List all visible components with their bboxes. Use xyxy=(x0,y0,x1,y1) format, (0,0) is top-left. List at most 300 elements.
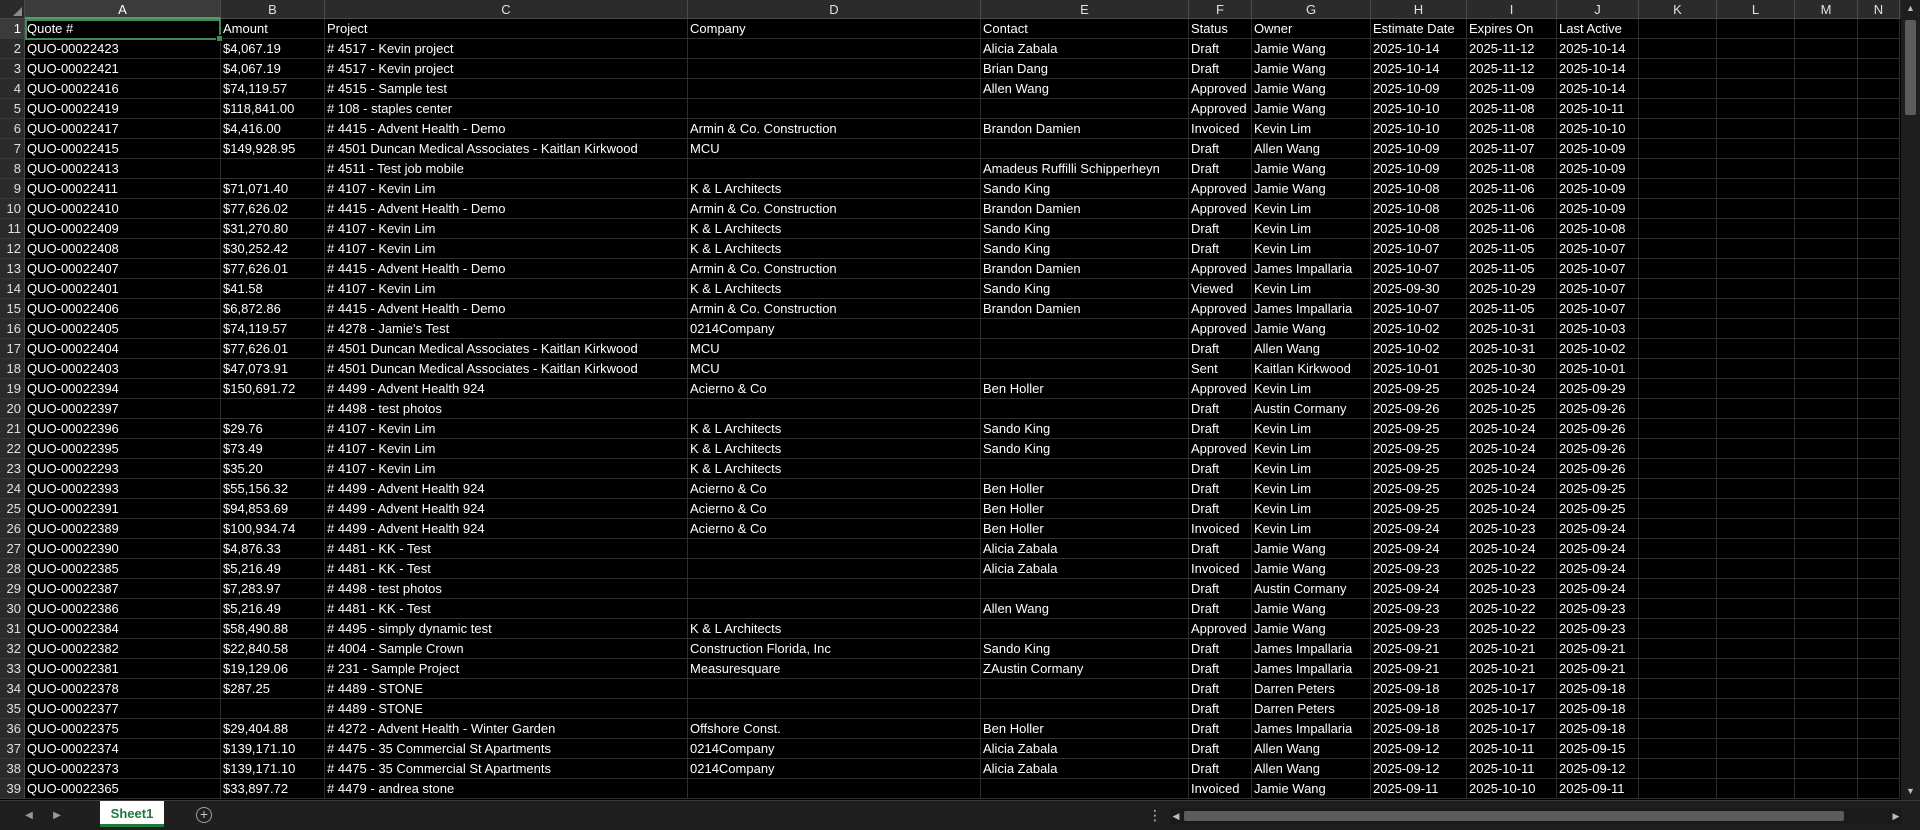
chevron-right-icon[interactable]: ▶ xyxy=(53,810,61,821)
table-cell[interactable]: Draft xyxy=(1189,59,1252,79)
column-header-d[interactable]: D xyxy=(688,0,981,19)
table-cell[interactable]: 2025-11-05 xyxy=(1467,259,1557,279)
table-cell[interactable]: # 4415 - Advent Health - Demo xyxy=(325,199,688,219)
table-cell[interactable] xyxy=(1858,459,1900,479)
table-cell[interactable] xyxy=(1717,659,1795,679)
table-cell[interactable]: 2025-10-14 xyxy=(1371,59,1467,79)
row-header[interactable]: 23 xyxy=(0,459,25,479)
table-cell[interactable]: QUO-00022415 xyxy=(25,139,221,159)
table-cell[interactable]: K & L Architects xyxy=(688,179,981,199)
row-header[interactable]: 35 xyxy=(0,699,25,719)
table-cell[interactable] xyxy=(1858,39,1900,59)
table-cell[interactable]: QUO-00022373 xyxy=(25,759,221,779)
table-cell[interactable] xyxy=(1795,779,1858,799)
table-cell[interactable] xyxy=(1795,119,1858,139)
table-cell[interactable]: K & L Architects xyxy=(688,459,981,479)
table-cell[interactable] xyxy=(1795,199,1858,219)
table-cell[interactable]: # 4415 - Advent Health - Demo xyxy=(325,259,688,279)
table-cell[interactable]: Alicia Zabala xyxy=(981,539,1189,559)
table-cell[interactable] xyxy=(1795,59,1858,79)
table-cell[interactable] xyxy=(1639,759,1717,779)
table-cell[interactable] xyxy=(981,699,1189,719)
table-cell[interactable] xyxy=(1858,519,1900,539)
column-header-f[interactable]: F xyxy=(1189,0,1252,19)
table-cell[interactable]: 2025-09-23 xyxy=(1557,619,1639,639)
table-cell[interactable] xyxy=(1795,579,1858,599)
table-cell[interactable]: 2025-10-24 xyxy=(1467,439,1557,459)
table-cell[interactable] xyxy=(1795,319,1858,339)
table-cell[interactable]: 2025-10-17 xyxy=(1467,719,1557,739)
table-cell[interactable] xyxy=(1717,359,1795,379)
row-header[interactable]: 37 xyxy=(0,739,25,759)
table-cell[interactable]: $74,119.57 xyxy=(221,319,325,339)
table-cell[interactable] xyxy=(688,79,981,99)
table-cell[interactable]: Construction Florida, Inc xyxy=(688,639,981,659)
table-cell[interactable]: 2025-10-31 xyxy=(1467,319,1557,339)
vertical-scrollbar[interactable] xyxy=(1901,0,1920,800)
scroll-up-icon[interactable]: ▲ xyxy=(1906,3,1915,13)
header-cell[interactable]: Quote # xyxy=(25,19,221,39)
table-cell[interactable] xyxy=(1639,599,1717,619)
table-cell[interactable] xyxy=(1858,399,1900,419)
table-cell[interactable]: Armin & Co. Construction xyxy=(688,299,981,319)
table-cell[interactable]: 2025-11-08 xyxy=(1467,99,1557,119)
table-cell[interactable]: Kevin Lim xyxy=(1252,419,1371,439)
table-cell[interactable]: Draft xyxy=(1189,699,1252,719)
table-cell[interactable]: # 4498 - test photos xyxy=(325,579,688,599)
table-cell[interactable]: James Impallaria xyxy=(1252,299,1371,319)
table-cell[interactable] xyxy=(1795,619,1858,639)
table-cell[interactable]: 2025-10-07 xyxy=(1371,259,1467,279)
table-cell[interactable] xyxy=(688,39,981,59)
table-cell[interactable]: Sando King xyxy=(981,219,1189,239)
table-cell[interactable]: QUO-00022407 xyxy=(25,259,221,279)
table-cell[interactable]: $94,853.69 xyxy=(221,499,325,519)
table-cell[interactable] xyxy=(1717,39,1795,59)
table-cell[interactable]: # 4107 - Kevin Lim xyxy=(325,179,688,199)
table-cell[interactable]: Acierno & Co xyxy=(688,499,981,519)
table-cell[interactable]: Ben Holler xyxy=(981,479,1189,499)
table-cell[interactable]: Ben Holler xyxy=(981,519,1189,539)
table-cell[interactable]: 2025-11-12 xyxy=(1467,59,1557,79)
row-header[interactable]: 2 xyxy=(0,39,25,59)
table-cell[interactable]: 2025-09-24 xyxy=(1371,579,1467,599)
table-cell[interactable]: # 4499 - Advent Health 924 xyxy=(325,379,688,399)
table-cell[interactable] xyxy=(1858,739,1900,759)
vertical-scroll-thumb[interactable] xyxy=(1905,20,1916,115)
table-cell[interactable]: $47,073.91 xyxy=(221,359,325,379)
table-cell[interactable]: 2025-09-30 xyxy=(1371,279,1467,299)
table-cell[interactable] xyxy=(1717,539,1795,559)
table-cell[interactable]: Draft xyxy=(1189,139,1252,159)
table-cell[interactable]: 2025-10-24 xyxy=(1467,379,1557,399)
table-cell[interactable]: 2025-11-07 xyxy=(1467,139,1557,159)
table-cell[interactable]: MCU xyxy=(688,139,981,159)
table-cell[interactable] xyxy=(1858,199,1900,219)
row-header[interactable]: 28 xyxy=(0,559,25,579)
column-header-a[interactable]: A xyxy=(25,0,221,19)
header-cell[interactable] xyxy=(1639,19,1717,39)
table-cell[interactable]: # 4415 - Advent Health - Demo xyxy=(325,119,688,139)
table-cell[interactable] xyxy=(1639,99,1717,119)
table-cell[interactable]: Allen Wang xyxy=(1252,139,1371,159)
table-cell[interactable]: Brian Dang xyxy=(981,59,1189,79)
table-cell[interactable]: Draft xyxy=(1189,159,1252,179)
table-cell[interactable]: Approved xyxy=(1189,319,1252,339)
table-cell[interactable] xyxy=(1639,439,1717,459)
table-cell[interactable]: # 4475 - 35 Commercial St Apartments xyxy=(325,739,688,759)
table-cell[interactable] xyxy=(1858,719,1900,739)
row-header[interactable]: 7 xyxy=(0,139,25,159)
table-cell[interactable] xyxy=(1795,739,1858,759)
table-cell[interactable]: 2025-09-23 xyxy=(1557,599,1639,619)
table-cell[interactable]: QUO-00022408 xyxy=(25,239,221,259)
table-cell[interactable]: # 4481 - KK - Test xyxy=(325,599,688,619)
table-cell[interactable] xyxy=(1639,199,1717,219)
table-cell[interactable]: K & L Architects xyxy=(688,279,981,299)
table-cell[interactable]: Armin & Co. Construction xyxy=(688,259,981,279)
table-cell[interactable]: Armin & Co. Construction xyxy=(688,199,981,219)
table-cell[interactable] xyxy=(1717,739,1795,759)
table-cell[interactable]: 2025-09-18 xyxy=(1557,679,1639,699)
table-cell[interactable]: Approved xyxy=(1189,79,1252,99)
table-cell[interactable]: 2025-10-22 xyxy=(1467,619,1557,639)
table-cell[interactable] xyxy=(1795,459,1858,479)
row-header[interactable]: 4 xyxy=(0,79,25,99)
table-cell[interactable] xyxy=(1717,219,1795,239)
table-cell[interactable] xyxy=(1795,519,1858,539)
table-cell[interactable] xyxy=(1795,299,1858,319)
table-cell[interactable]: 2025-10-10 xyxy=(1557,119,1639,139)
chevron-left-icon[interactable]: ◀ xyxy=(25,810,33,821)
table-cell[interactable]: # 4499 - Advent Health 924 xyxy=(325,499,688,519)
table-cell[interactable] xyxy=(688,579,981,599)
column-header-k[interactable]: K xyxy=(1639,0,1717,19)
table-cell[interactable]: 2025-09-25 xyxy=(1371,459,1467,479)
header-cell[interactable]: Project xyxy=(325,19,688,39)
table-cell[interactable]: QUO-00022397 xyxy=(25,399,221,419)
table-cell[interactable] xyxy=(688,779,981,799)
table-cell[interactable]: # 4479 - andrea stone xyxy=(325,779,688,799)
table-cell[interactable] xyxy=(1717,239,1795,259)
table-cell[interactable]: 2025-10-24 xyxy=(1467,459,1557,479)
table-cell[interactable]: 2025-10-10 xyxy=(1371,119,1467,139)
table-cell[interactable]: $139,171.10 xyxy=(221,739,325,759)
table-cell[interactable]: 2025-09-25 xyxy=(1371,419,1467,439)
table-cell[interactable]: $55,156.32 xyxy=(221,479,325,499)
table-cell[interactable] xyxy=(1717,399,1795,419)
table-cell[interactable]: 2025-09-18 xyxy=(1557,719,1639,739)
table-cell[interactable]: 2025-10-07 xyxy=(1557,299,1639,319)
table-cell[interactable] xyxy=(688,59,981,79)
table-cell[interactable] xyxy=(1639,139,1717,159)
table-cell[interactable]: $77,626.02 xyxy=(221,199,325,219)
table-cell[interactable]: Draft xyxy=(1189,719,1252,739)
header-cell[interactable]: Contact xyxy=(981,19,1189,39)
table-cell[interactable]: $5,216.49 xyxy=(221,559,325,579)
table-cell[interactable]: # 4517 - Kevin project xyxy=(325,39,688,59)
table-cell[interactable]: 2025-09-12 xyxy=(1371,739,1467,759)
table-cell[interactable]: # 4489 - STONE xyxy=(325,679,688,699)
table-cell[interactable] xyxy=(1795,379,1858,399)
table-cell[interactable] xyxy=(981,319,1189,339)
table-cell[interactable] xyxy=(1639,779,1717,799)
row-header[interactable]: 26 xyxy=(0,519,25,539)
table-cell[interactable]: Ben Holler xyxy=(981,499,1189,519)
table-cell[interactable] xyxy=(1639,459,1717,479)
table-cell[interactable]: Approved xyxy=(1189,439,1252,459)
table-cell[interactable]: 2025-09-24 xyxy=(1371,539,1467,559)
table-cell[interactable]: QUO-00022421 xyxy=(25,59,221,79)
table-cell[interactable]: # 4107 - Kevin Lim xyxy=(325,219,688,239)
table-cell[interactable]: 2025-10-10 xyxy=(1467,779,1557,799)
table-cell[interactable]: # 4501 Duncan Medical Associates - Kaitlan Kirkwood xyxy=(325,359,688,379)
table-cell[interactable]: # 4501 Duncan Medical Associates - Kaitlan Kirkwood xyxy=(325,339,688,359)
table-cell[interactable] xyxy=(1639,519,1717,539)
table-cell[interactable]: 2025-10-03 xyxy=(1557,319,1639,339)
table-cell[interactable]: 2025-09-11 xyxy=(1557,779,1639,799)
table-cell[interactable]: Kevin Lim xyxy=(1252,519,1371,539)
table-cell[interactable]: Brandon Damien xyxy=(981,119,1189,139)
table-cell[interactable]: QUO-00022394 xyxy=(25,379,221,399)
table-cell[interactable] xyxy=(1858,559,1900,579)
table-cell[interactable] xyxy=(221,399,325,419)
table-cell[interactable] xyxy=(1717,179,1795,199)
table-cell[interactable] xyxy=(1858,699,1900,719)
table-cell[interactable] xyxy=(1639,219,1717,239)
table-cell[interactable]: 2025-10-09 xyxy=(1557,159,1639,179)
table-cell[interactable]: $4,876.33 xyxy=(221,539,325,559)
table-cell[interactable]: QUO-00022413 xyxy=(25,159,221,179)
table-cell[interactable]: 2025-10-29 xyxy=(1467,279,1557,299)
table-cell[interactable]: Draft xyxy=(1189,39,1252,59)
table-cell[interactable]: 2025-09-18 xyxy=(1371,719,1467,739)
header-cell[interactable] xyxy=(1795,19,1858,39)
table-cell[interactable]: 2025-10-01 xyxy=(1371,359,1467,379)
table-cell[interactable] xyxy=(1639,59,1717,79)
table-cell[interactable]: James Impallaria xyxy=(1252,659,1371,679)
table-cell[interactable] xyxy=(1717,679,1795,699)
table-cell[interactable]: 2025-10-07 xyxy=(1557,239,1639,259)
table-cell[interactable] xyxy=(1639,79,1717,99)
table-cell[interactable]: # 4515 - Sample test xyxy=(325,79,688,99)
table-cell[interactable] xyxy=(1858,659,1900,679)
table-cell[interactable]: 2025-10-11 xyxy=(1467,739,1557,759)
table-cell[interactable]: 2025-10-07 xyxy=(1557,259,1639,279)
table-cell[interactable] xyxy=(1795,439,1858,459)
table-cell[interactable] xyxy=(1858,639,1900,659)
table-cell[interactable]: Kevin Lim xyxy=(1252,219,1371,239)
table-cell[interactable]: $30,252.42 xyxy=(221,239,325,259)
table-cell[interactable]: Darren Peters xyxy=(1252,679,1371,699)
table-cell[interactable]: Sent xyxy=(1189,359,1252,379)
table-cell[interactable]: # 4415 - Advent Health - Demo xyxy=(325,299,688,319)
table-cell[interactable]: 2025-09-26 xyxy=(1371,399,1467,419)
table-cell[interactable] xyxy=(1795,219,1858,239)
table-cell[interactable]: 2025-10-24 xyxy=(1467,499,1557,519)
table-cell[interactable]: QUO-00022374 xyxy=(25,739,221,759)
table-cell[interactable]: QUO-00022406 xyxy=(25,299,221,319)
table-cell[interactable]: 2025-10-24 xyxy=(1467,419,1557,439)
row-header[interactable]: 10 xyxy=(0,199,25,219)
table-cell[interactable] xyxy=(688,99,981,119)
table-cell[interactable]: Draft xyxy=(1189,759,1252,779)
table-cell[interactable]: $22,840.58 xyxy=(221,639,325,659)
table-cell[interactable]: 2025-11-08 xyxy=(1467,119,1557,139)
table-cell[interactable]: 2025-10-11 xyxy=(1467,759,1557,779)
table-cell[interactable]: 2025-10-22 xyxy=(1467,599,1557,619)
table-cell[interactable] xyxy=(1795,159,1858,179)
table-cell[interactable] xyxy=(1858,59,1900,79)
table-cell[interactable]: Jamie Wang xyxy=(1252,559,1371,579)
table-cell[interactable]: 2025-11-08 xyxy=(1467,159,1557,179)
table-cell[interactable]: Draft xyxy=(1189,219,1252,239)
row-header[interactable]: 29 xyxy=(0,579,25,599)
table-cell[interactable]: QUO-00022423 xyxy=(25,39,221,59)
table-cell[interactable]: Approved xyxy=(1189,99,1252,119)
header-cell[interactable] xyxy=(1858,19,1900,39)
row-header[interactable]: 39 xyxy=(0,779,25,799)
table-cell[interactable] xyxy=(981,399,1189,419)
table-cell[interactable]: Jamie Wang xyxy=(1252,59,1371,79)
table-cell[interactable] xyxy=(1858,619,1900,639)
table-cell[interactable]: 2025-10-09 xyxy=(1557,179,1639,199)
table-cell[interactable] xyxy=(1717,199,1795,219)
table-cell[interactable]: QUO-00022403 xyxy=(25,359,221,379)
column-header-l[interactable]: L xyxy=(1717,0,1795,19)
table-cell[interactable]: Jamie Wang xyxy=(1252,539,1371,559)
table-cell[interactable]: # 4501 Duncan Medical Associates - Kaitlan Kirkwood xyxy=(325,139,688,159)
table-cell[interactable]: 2025-10-24 xyxy=(1467,479,1557,499)
table-cell[interactable]: $19,129.06 xyxy=(221,659,325,679)
table-cell[interactable]: Austin Cormany xyxy=(1252,579,1371,599)
table-cell[interactable]: Acierno & Co xyxy=(688,479,981,499)
table-cell[interactable] xyxy=(1717,499,1795,519)
table-cell[interactable] xyxy=(1717,99,1795,119)
table-cell[interactable]: Kevin Lim xyxy=(1252,379,1371,399)
table-cell[interactable]: 2025-09-25 xyxy=(1557,479,1639,499)
table-cell[interactable] xyxy=(1717,279,1795,299)
row-header[interactable]: 9 xyxy=(0,179,25,199)
table-cell[interactable]: QUO-00022389 xyxy=(25,519,221,539)
table-cell[interactable]: Amadeus Ruffilli Schipperheyn xyxy=(981,159,1189,179)
row-header[interactable]: 8 xyxy=(0,159,25,179)
table-cell[interactable]: QUO-00022377 xyxy=(25,699,221,719)
table-cell[interactable]: 2025-09-25 xyxy=(1371,479,1467,499)
table-cell[interactable]: 2025-10-21 xyxy=(1467,639,1557,659)
table-cell[interactable] xyxy=(1858,579,1900,599)
table-cell[interactable]: Jamie Wang xyxy=(1252,39,1371,59)
table-cell[interactable] xyxy=(1858,339,1900,359)
table-cell[interactable]: 2025-09-24 xyxy=(1557,519,1639,539)
table-cell[interactable]: $7,283.97 xyxy=(221,579,325,599)
table-cell[interactable]: # 4489 - STONE xyxy=(325,699,688,719)
table-cell[interactable] xyxy=(1858,159,1900,179)
table-cell[interactable]: # 108 - staples center xyxy=(325,99,688,119)
table-cell[interactable]: # 4278 - Jamie's Test xyxy=(325,319,688,339)
table-cell[interactable]: 2025-11-09 xyxy=(1467,79,1557,99)
table-cell[interactable]: # 4499 - Advent Health 924 xyxy=(325,479,688,499)
header-cell[interactable]: Expires On xyxy=(1467,19,1557,39)
table-cell[interactable] xyxy=(1858,319,1900,339)
horizontal-scroll-thumb[interactable] xyxy=(1184,811,1844,821)
table-cell[interactable]: Allen Wang xyxy=(981,599,1189,619)
table-cell[interactable]: Jamie Wang xyxy=(1252,619,1371,639)
table-cell[interactable]: 2025-09-24 xyxy=(1371,519,1467,539)
table-cell[interactable]: 2025-09-26 xyxy=(1557,439,1639,459)
table-cell[interactable] xyxy=(1795,699,1858,719)
table-cell[interactable]: Sando King xyxy=(981,439,1189,459)
select-all-corner[interactable] xyxy=(0,0,25,19)
row-header[interactable]: 21 xyxy=(0,419,25,439)
table-cell[interactable]: 2025-10-17 xyxy=(1467,679,1557,699)
table-cell[interactable]: Allen Wang xyxy=(1252,339,1371,359)
table-cell[interactable]: # 4499 - Advent Health 924 xyxy=(325,519,688,539)
table-cell[interactable]: Kevin Lim xyxy=(1252,239,1371,259)
table-cell[interactable]: 2025-10-01 xyxy=(1557,359,1639,379)
row-header[interactable]: 25 xyxy=(0,499,25,519)
table-cell[interactable] xyxy=(1639,419,1717,439)
table-cell[interactable] xyxy=(688,679,981,699)
table-cell[interactable] xyxy=(981,139,1189,159)
table-cell[interactable]: Jamie Wang xyxy=(1252,99,1371,119)
table-cell[interactable]: 2025-10-02 xyxy=(1371,339,1467,359)
table-cell[interactable] xyxy=(1639,39,1717,59)
table-cell[interactable] xyxy=(1717,759,1795,779)
table-cell[interactable]: MCU xyxy=(688,359,981,379)
table-cell[interactable]: Kevin Lim xyxy=(1252,439,1371,459)
table-cell[interactable]: Acierno & Co xyxy=(688,519,981,539)
table-cell[interactable]: $149,928.95 xyxy=(221,139,325,159)
table-cell[interactable] xyxy=(1858,299,1900,319)
table-cell[interactable] xyxy=(981,619,1189,639)
header-cell[interactable] xyxy=(1717,19,1795,39)
table-cell[interactable]: QUO-00022384 xyxy=(25,619,221,639)
table-cell[interactable] xyxy=(1858,279,1900,299)
table-cell[interactable] xyxy=(1639,679,1717,699)
table-cell[interactable]: 2025-11-05 xyxy=(1467,239,1557,259)
table-cell[interactable]: # 4107 - Kevin Lim xyxy=(325,459,688,479)
table-cell[interactable] xyxy=(1639,159,1717,179)
table-cell[interactable]: QUO-00022416 xyxy=(25,79,221,99)
table-cell[interactable]: 2025-09-25 xyxy=(1371,439,1467,459)
row-header[interactable]: 19 xyxy=(0,379,25,399)
column-header-m[interactable]: M xyxy=(1795,0,1858,19)
table-cell[interactable] xyxy=(1717,59,1795,79)
table-cell[interactable] xyxy=(1639,359,1717,379)
table-cell[interactable]: Invoiced xyxy=(1189,559,1252,579)
table-cell[interactable]: $35.20 xyxy=(221,459,325,479)
table-cell[interactable]: 2025-09-25 xyxy=(1371,379,1467,399)
table-cell[interactable]: 2025-10-02 xyxy=(1557,339,1639,359)
table-cell[interactable]: Draft xyxy=(1189,339,1252,359)
table-cell[interactable]: 2025-09-23 xyxy=(1371,599,1467,619)
table-cell[interactable] xyxy=(1717,479,1795,499)
table-cell[interactable]: Jamie Wang xyxy=(1252,179,1371,199)
table-cell[interactable] xyxy=(981,359,1189,379)
table-cell[interactable]: 2025-10-07 xyxy=(1371,239,1467,259)
table-cell[interactable]: Armin & Co. Construction xyxy=(688,119,981,139)
table-cell[interactable]: QUO-00022375 xyxy=(25,719,221,739)
table-cell[interactable]: $31,270.80 xyxy=(221,219,325,239)
table-cell[interactable] xyxy=(1795,419,1858,439)
table-cell[interactable]: K & L Architects xyxy=(688,619,981,639)
table-cell[interactable]: $33,897.72 xyxy=(221,779,325,799)
row-header[interactable]: 34 xyxy=(0,679,25,699)
table-cell[interactable] xyxy=(1717,419,1795,439)
table-cell[interactable]: 2025-10-09 xyxy=(1557,199,1639,219)
table-cell[interactable]: Kevin Lim xyxy=(1252,279,1371,299)
